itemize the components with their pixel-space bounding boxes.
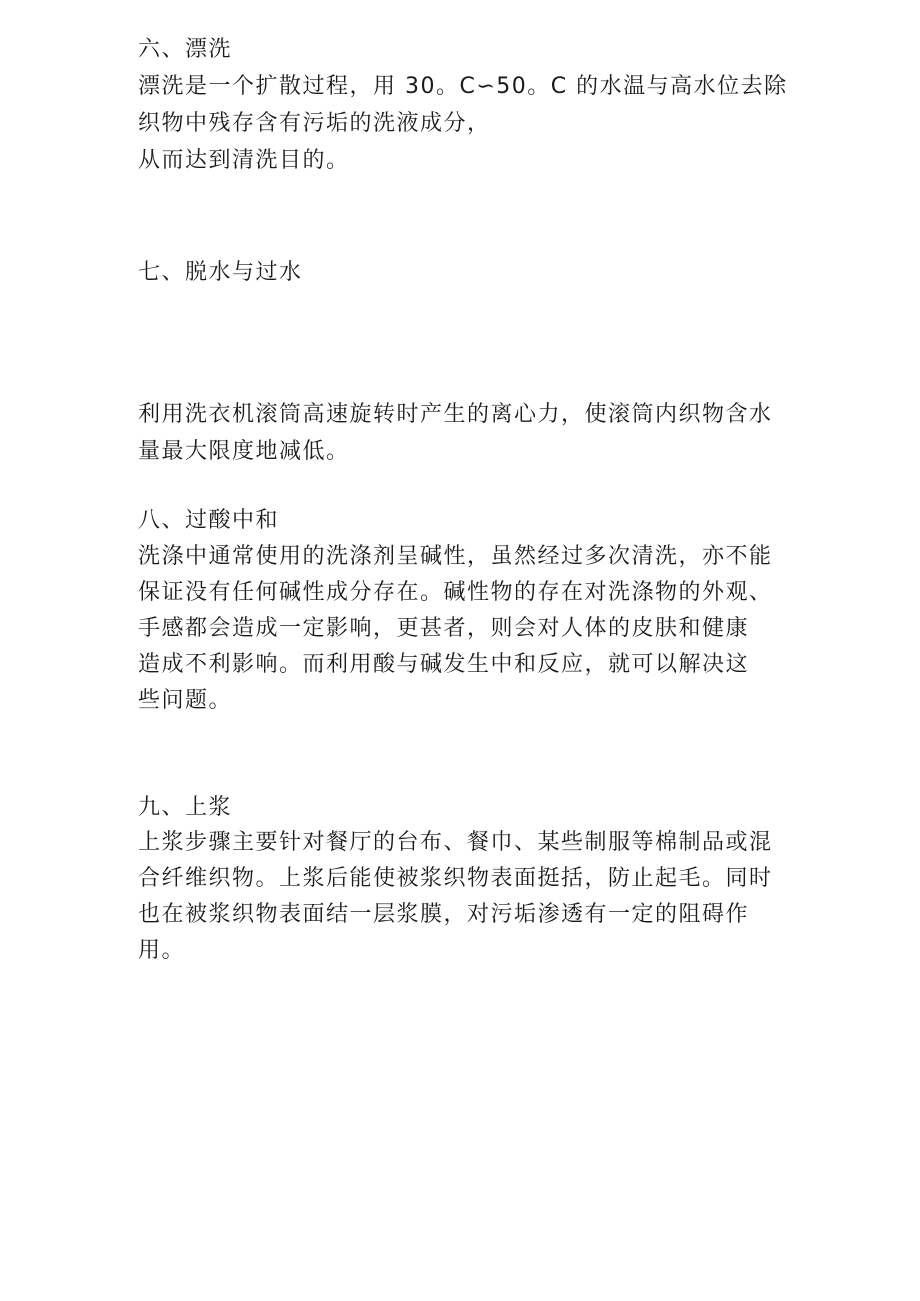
paragraph-line: 上浆步骤主要针对餐厅的台布、餐巾、某些制服等棉制品或混 [138,830,773,855]
paragraph-line: 量最大限度地减低。 [138,439,350,464]
section-heading-neutralization: 八、过酸中和 [138,508,280,533]
paragraph-line: 手感都会造成一定影响，更甚者，则会对人体的皮肤和健康 [138,616,750,641]
section-heading-dewatering: 七、脱水与过水 [138,260,303,285]
paragraph-line: 保证没有任何碱性成分存在。碱性物的存在对洗涤物的外观、 [138,580,773,605]
paragraph-line: 些问题。 [138,688,233,713]
paragraph-line: 也在被浆织物表面结一层浆膜，对污垢渗透有一定的阻碍作 [138,902,750,927]
paragraph-line: 洗涤中通常使用的洗涤剂呈碱性，虽然经过多次清洗，亦不能 [138,544,773,569]
paragraph-line: 用。 [138,938,186,963]
section-heading-starching: 九、上浆 [138,795,233,820]
section-heading-rinse: 六、漂洗 [138,37,233,62]
paragraph-line: 织物中残存含有污垢的洗液成分， [138,111,491,136]
paragraph-line: 造成不利影响。而利用酸与碱发生中和反应，就可以解决这 [138,652,750,677]
paragraph-line: 利用洗衣机滚筒高速旋转时产生的离心力，使滚筒内织物含水 [138,402,773,427]
paragraph-line: 合纤维织物。上浆后能使被浆织物表面挺括，防止起毛。同时 [138,866,773,891]
paragraph-line: 漂洗是一个扩散过程，用 30。C∽50。C 的水温与高水位去除 [138,74,788,99]
paragraph-line: 从而达到清洗目的。 [138,148,350,173]
